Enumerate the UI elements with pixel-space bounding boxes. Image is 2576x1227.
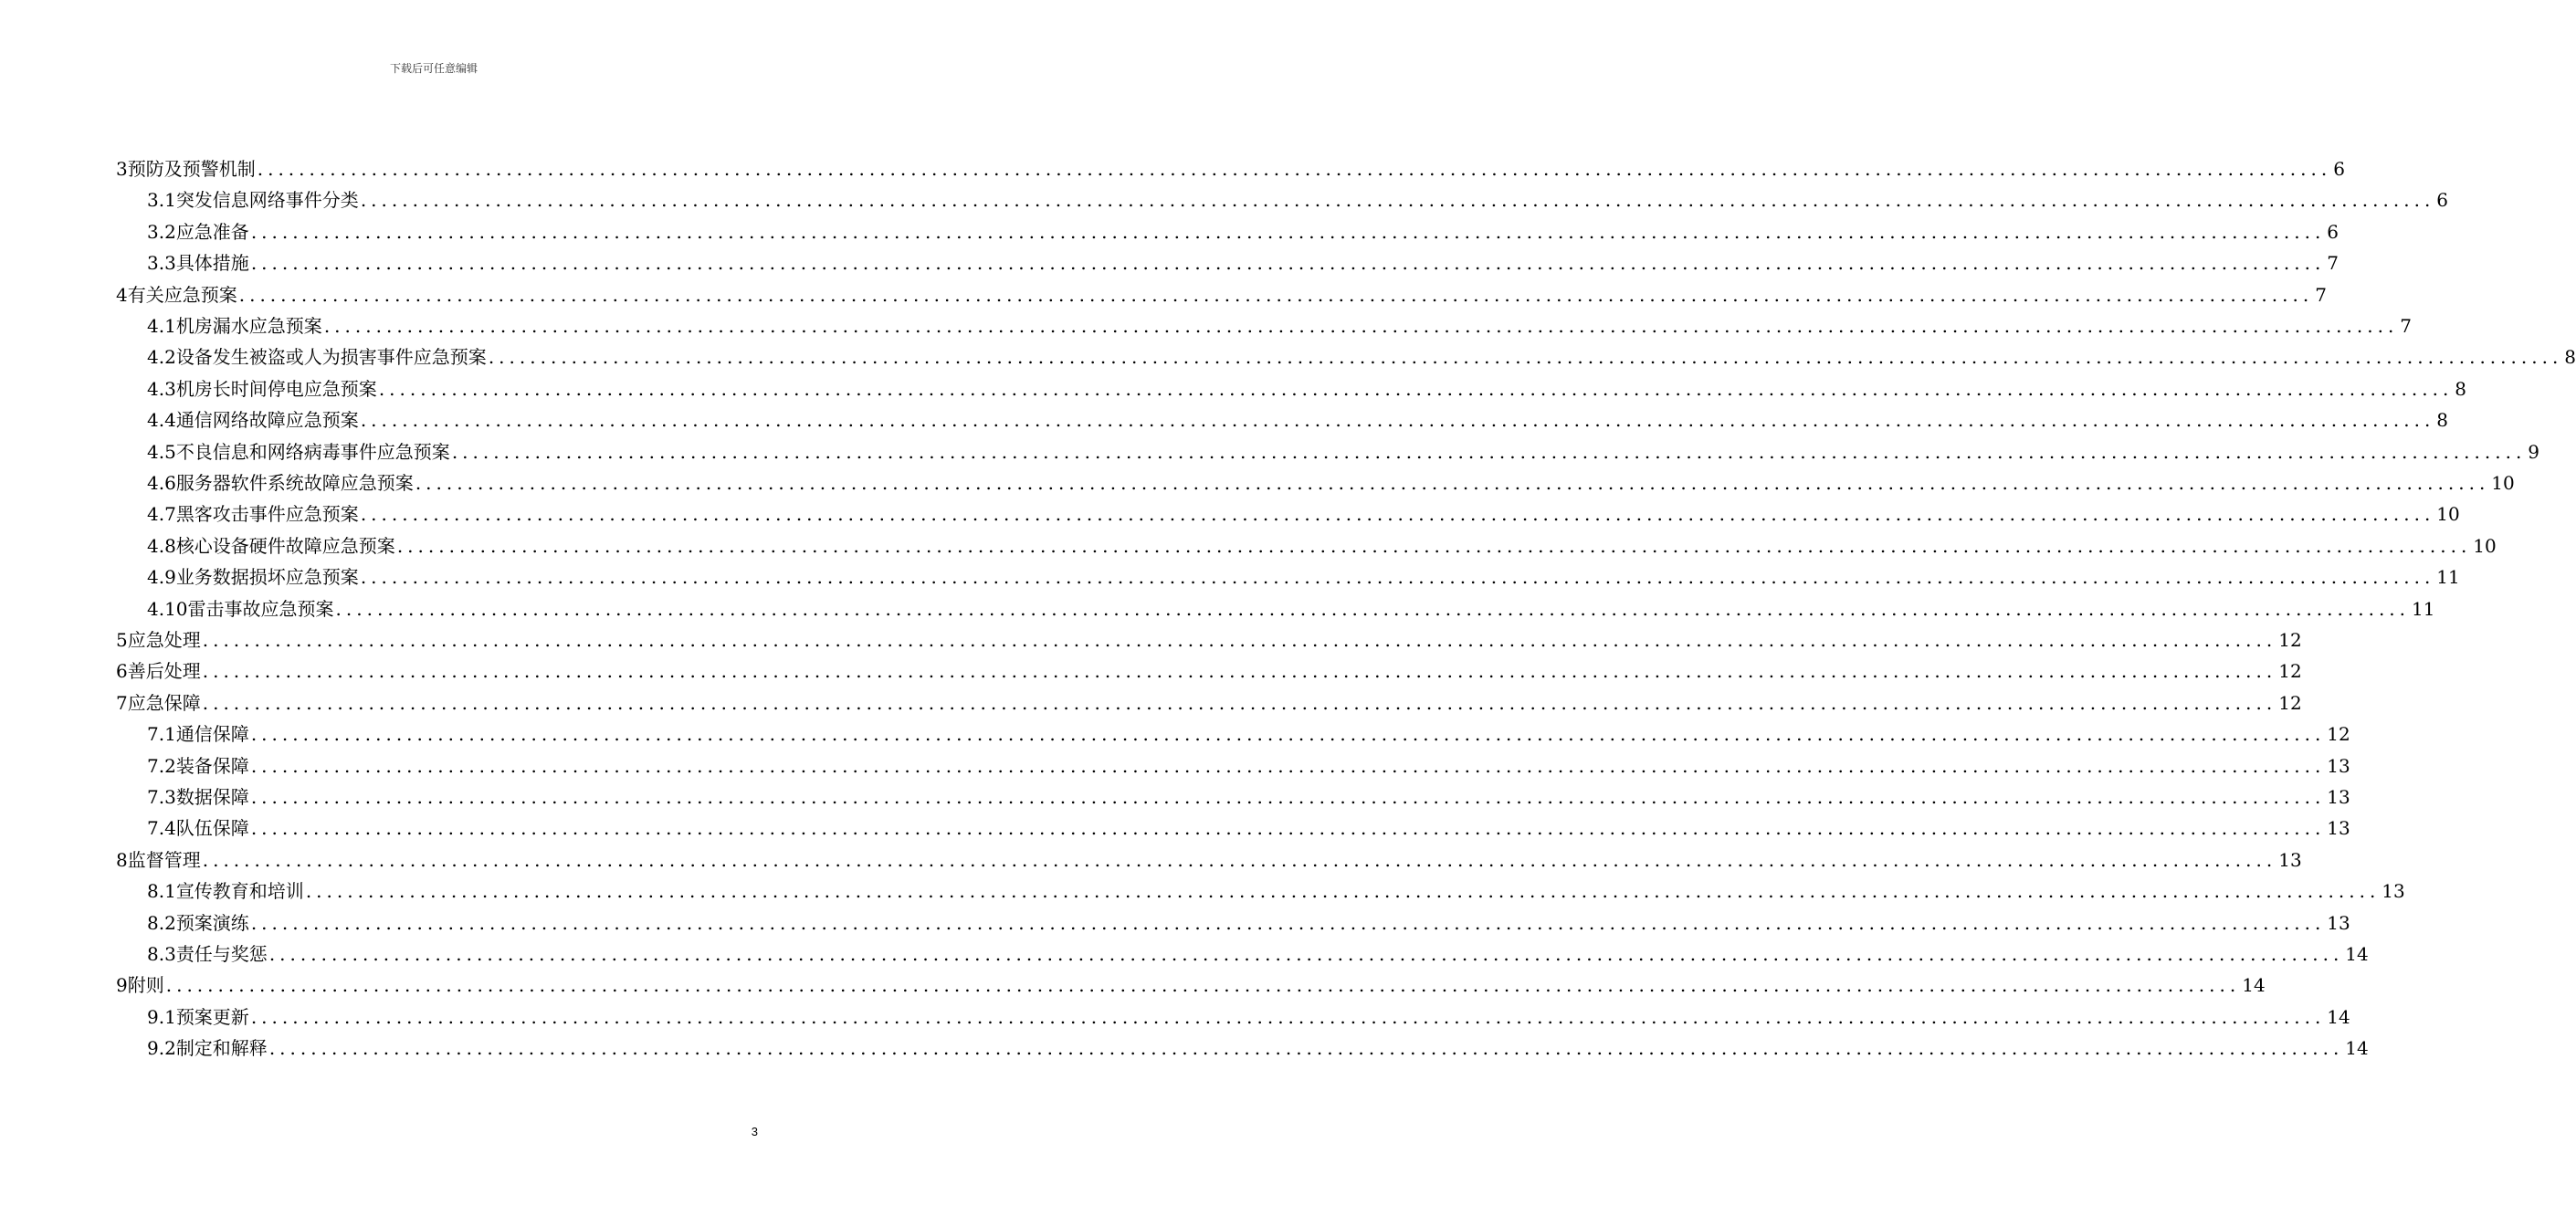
toc-entry-number: 4.6 [147,472,176,494]
toc-dot-leader: ........................................................................................................................................................................................................ [360,503,2435,525]
toc-entry-number: 8.3 [147,943,176,965]
toc-entry-page: 7 [2400,315,2413,337]
toc-entry-title: 业务数据损坏应急预案 [175,566,359,588]
toc-dot-leader: ........................................................................................................................................................................................................ [250,723,2326,745]
toc-entry-title: 队伍保障 [175,817,249,839]
toc-entry-page: 11 [2412,598,2435,620]
toc-entry-title: 应急保障 [127,692,201,714]
toc-entry[interactable] [147,718,2350,750]
toc-entry-title: 机房长时间停电应急预案 [175,378,377,400]
toc-dot-leader: ........................................................................................................................................................................................................ [250,817,2326,839]
toc-entry-title: 预案更新 [175,1006,249,1028]
toc-dot-leader: ........................................................................................................................................................................................................ [238,284,2314,306]
toc-dot-leader: ........................................................................................................................................................................................................ [378,378,2454,400]
toc-entry[interactable] [147,310,2413,341]
toc-entry-title: 有关应急预案 [127,284,237,306]
toc-entry-title: 核心设备硬件故障应急预案 [175,535,395,557]
toc-entry[interactable] [147,530,2497,561]
toc-entry-page: 8 [2564,346,2576,368]
toc-entry-number: 8.2 [147,912,176,934]
toc-entry-number: 4.7 [147,503,176,525]
toc-entry[interactable] [147,593,2435,624]
toc-entry-number: 4.10 [147,598,188,620]
toc-dot-leader: ........................................................................................................................................................................................................ [335,598,2411,620]
toc-entry-page: 9 [2528,441,2540,463]
header-note: 下载后可任意编辑 [389,62,478,75]
toc-entry-number: 7.3 [147,786,176,808]
toc-dot-leader: ........................................................................................................................................................................................................ [323,315,2399,337]
toc-entry-title: 应急处理 [127,629,201,651]
toc-dot-leader: ........................................................................................................................................................................................................ [202,629,2277,651]
toc-dot-leader: ........................................................................................................................................................................................................ [250,1006,2326,1028]
toc-entry-title: 预案演练 [175,912,249,934]
toc-dot-leader: ........................................................................................................................................................................................................ [250,912,2326,934]
toc-entry-number: 9.1 [147,1006,176,1028]
toc-entry-number: 4.9 [147,566,176,588]
toc-entry-number: 4.5 [147,441,176,463]
toc-entry-number: 3.3 [147,252,176,274]
toc-entry-number: 4.2 [147,346,176,368]
toc-entry[interactable] [147,813,2350,844]
toc-entry[interactable] [147,1033,2369,1064]
toc-entry-page: 8 [2436,409,2449,431]
toc-entry[interactable] [147,184,2449,215]
toc-entry[interactable] [116,279,2327,310]
toc-entry-page: 14 [2327,1006,2350,1028]
toc-entry[interactable] [147,467,2515,498]
toc-entry-number: 4.4 [147,409,176,431]
toc-entry[interactable] [147,436,2540,467]
toc-entry[interactable] [147,561,2460,593]
toc-entry-number: 4.8 [147,535,176,557]
toc-entry[interactable] [116,655,2302,687]
toc-entry-title: 宣传教育和培训 [175,880,304,902]
toc-entry-number: 4.1 [147,315,176,337]
toc-entry-number: 7 [116,692,128,714]
toc-entry-title: 通信保障 [175,723,249,745]
toc-entry-page: 11 [2436,566,2460,588]
toc-entry-number: 3.2 [147,221,176,243]
toc-entry-page: 10 [2473,535,2497,557]
toc-dot-leader: ........................................................................................................................................................................................................ [451,441,2527,463]
toc-entry[interactable] [147,781,2350,813]
toc-entry-number: 8.1 [147,880,176,902]
toc-dot-leader: ........................................................................................................................................................................................................ [250,755,2326,777]
toc-entry-title: 具体措施 [175,252,249,274]
toc-entry-title: 设备发生被盗或人为损害事件应急预案 [175,346,487,368]
toc-entry-page: 13 [2327,817,2350,839]
toc-entry-page: 13 [2327,912,2350,934]
toc-entry-number: 6 [116,660,128,682]
toc-entry[interactable] [147,404,2449,435]
toc-entry-page: 10 [2491,472,2515,494]
toc-entry-page: 6 [2333,158,2345,180]
toc-entry-number: 8 [116,849,128,871]
toc-entry-page: 6 [2327,221,2339,243]
toc-entry[interactable] [147,876,2405,907]
toc-entry-number: 7.2 [147,755,176,777]
toc-dot-leader: ........................................................................................................................................................................................................ [250,786,2326,808]
toc-entry-title: 监督管理 [127,849,201,871]
toc-entry-title: 善后处理 [127,660,201,682]
toc-entry-title: 服务器软件系统故障应急预案 [175,472,414,494]
toc-dot-leader: ........................................................................................................................................................................................................ [415,472,2490,494]
toc-entry[interactable] [116,687,2302,718]
toc-entry-title: 制定和解释 [175,1037,268,1059]
toc-entry-number: 7.4 [147,817,176,839]
toc-entry-page: 12 [2278,660,2302,682]
toc-entry-page: 14 [2345,943,2369,965]
toc-entry[interactable] [147,939,2369,970]
toc-entry-title: 黑客攻击事件应急预案 [175,503,359,525]
toc-entry-title: 装备保障 [175,755,249,777]
toc-entry-title: 突发信息网络事件分类 [175,189,359,211]
toc-dot-leader: ........................................................................................................................................................................................................ [250,221,2326,243]
toc-entry-page: 13 [2327,786,2350,808]
toc-entry-title: 不良信息和网络病毒事件应急预案 [175,441,450,463]
toc-entry-number: 3.1 [147,189,176,211]
toc-entry-title: 通信网络故障应急预案 [175,409,359,431]
toc-entry-title: 机房漏水应急预案 [175,315,322,337]
toc-entry-page: 13 [2381,880,2405,902]
toc-entry-number: 4.3 [147,378,176,400]
toc-entry[interactable] [147,216,2339,247]
toc-entry-page: 14 [2242,974,2266,996]
toc-dot-leader: ........................................................................................................................................................................................................ [360,409,2435,431]
toc-entry-page: 13 [2278,849,2302,871]
page-number: 3 [751,1125,758,1138]
toc-entry[interactable] [147,750,2350,781]
toc-dot-leader: ........................................................................................................................................................................................................ [488,346,2563,368]
toc-entry-page: 6 [2436,189,2449,211]
toc-entry[interactable] [116,624,2302,655]
toc-entry-number: 4 [116,284,128,306]
toc-entry-title: 数据保障 [175,786,249,808]
toc-dot-leader: ........................................................................................................................................................................................................ [202,692,2277,714]
toc-dot-leader: ........................................................................................................................................................................................................ [202,849,2277,871]
toc-dot-leader: ........................................................................................................................................................................................................ [202,660,2277,682]
toc-dot-leader: ........................................................................................................................................................................................................ [268,1037,2344,1059]
toc-dot-leader: ........................................................................................................................................................................................................ [360,189,2435,211]
toc-entry[interactable] [147,498,2460,530]
toc-entry-page: 8 [2455,378,2467,400]
toc-dot-leader: ........................................................................................................................................................................................................ [396,535,2472,557]
toc-entry-title: 责任与奖惩 [175,943,268,965]
toc-entry-number: 9.2 [147,1037,176,1059]
toc-entry-page: 7 [2315,284,2327,306]
toc-entry-page: 14 [2345,1037,2369,1059]
toc-entry-title: 预防及预警机制 [127,158,256,180]
toc-dot-leader: ........................................................................................................................................................................................................ [305,880,2381,902]
toc-entry[interactable] [116,970,2266,1001]
toc-entry-page: 7 [2327,252,2339,274]
toc-entry-title: 应急准备 [175,221,249,243]
toc-dot-leader: ........................................................................................................................................................................................................ [360,566,2435,588]
toc-entry-number: 3 [116,158,128,180]
toc-entry-page: 13 [2327,755,2350,777]
toc-entry-page: 12 [2327,723,2350,745]
toc-entry-number: 5 [116,629,128,651]
toc-entry[interactable] [116,153,2345,184]
toc-entry-page: 12 [2278,692,2302,714]
toc-entry[interactable] [147,907,2350,939]
toc-entry[interactable] [147,1002,2350,1033]
toc-dot-leader: ........................................................................................................................................................................................................ [165,974,2241,996]
toc-entry-title: 附则 [127,974,164,996]
toc-entry-page: 12 [2278,629,2302,651]
toc-entry[interactable] [147,341,2576,372]
toc-dot-leader: ........................................................................................................................................................................................................ [268,943,2344,965]
toc-entry-number: 9 [116,974,128,996]
toc-dot-leader: ........................................................................................................................................................................................................ [250,252,2326,274]
toc-entry-number: 7.1 [147,723,176,745]
toc-entry[interactable] [147,247,2339,278]
toc-dot-leader: ........................................................................................................................................................................................................ [257,158,2332,180]
toc-entry-page: 10 [2436,503,2460,525]
toc-entry[interactable] [147,373,2467,404]
toc-entry[interactable] [116,844,2302,876]
toc-entry-title: 雷击事故应急预案 [187,598,334,620]
